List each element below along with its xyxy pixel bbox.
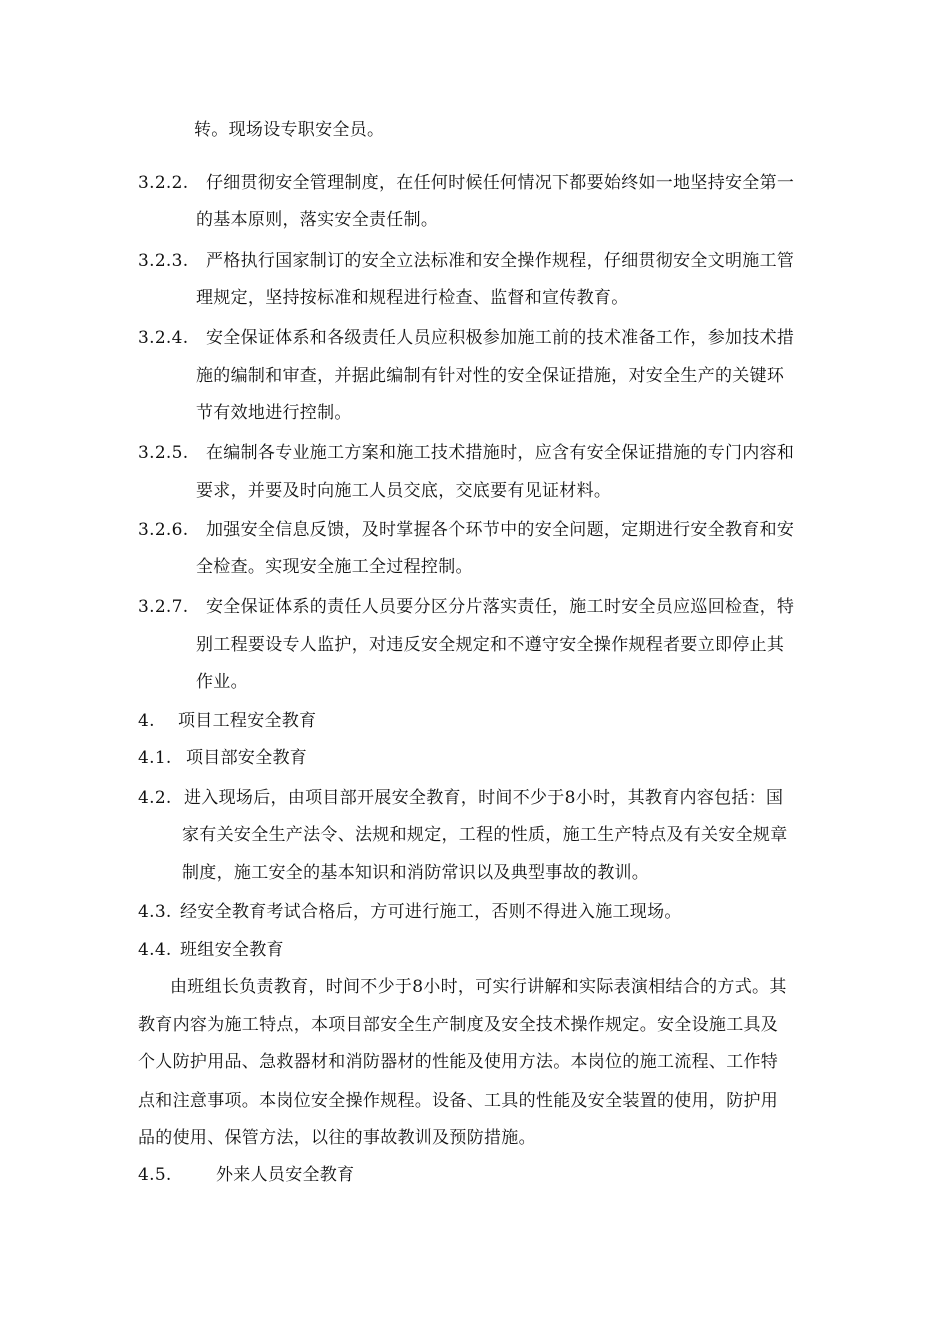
item-3-2-6-line-1: 加强安全信息反馈，及时掌握各个环节中的安全问题，定期进行安全教育和安 [206,520,795,540]
item-number-3-2-4: 3.2.4. [138,328,189,348]
section-number-4: 4. [138,711,155,731]
item-3-2-3-line-2: 理规定，坚持按标准和规程进行检查、监督和宣传教育。 [196,288,629,308]
item-number-4-3: 4.3. [138,902,172,922]
item-4-1-heading: 项目部安全教育 [186,748,308,768]
item-number-4-1: 4.1. [138,748,172,768]
item-3-2-5-line-1: 在编制各专业施工方案和施工技术措施时，应含有安全保证措施的专门内容和 [206,443,795,463]
paragraph-4-4-line-5: 品的使用、保管方法，以往的事故教训及预防措施。 [138,1128,536,1148]
item-3-2-7-line-2: 别工程要设专人监护，对违反安全规定和不遵守安全操作规程者要立即停止其 [196,635,785,655]
item-number-3-2-2: 3.2.2. [138,173,189,193]
item-4-5-heading: 外来人员安全教育 [216,1165,355,1185]
item-number-4-4: 4.4. [138,940,172,960]
item-4-3-text: 经安全教育考试合格后，方可进行施工，否则不得进入施工现场。 [180,902,682,922]
item-number-3-2-5: 3.2.5. [138,443,189,463]
item-4-2-line-1: 进入现场后，由项目部开展安全教育，时间不少于8小时，其教育内容包括：国 [184,788,784,808]
paragraph-4-4-line-1: 由班组长负责教育，时间不少于8小时，可实行讲解和实际表演相结合的方式。其 [170,977,787,997]
item-3-2-1-continuation: 转。现场设专职安全员。 [194,120,385,140]
item-3-2-5-line-2: 要求，并要及时向施工人员交底，交底要有见证材料。 [196,481,612,501]
item-3-2-4-line-3: 节有效地进行控制。 [196,403,352,423]
item-3-2-2-line-2: 的基本原则，落实安全责任制。 [196,210,439,230]
item-number-3-2-6: 3.2.6. [138,520,189,540]
item-number-3-2-3: 3.2.3. [138,251,189,271]
item-number-3-2-7: 3.2.7. [138,597,189,617]
item-4-4-heading: 班组安全教育 [180,940,284,960]
item-3-2-4-line-1: 安全保证体系和各级责任人员应积极参加施工前的技术准备工作，参加技术措 [206,328,795,348]
item-3-2-6-line-2: 全检查。实现安全施工全过程控制。 [196,557,473,577]
item-3-2-7-line-3: 作业。 [196,672,248,692]
item-4-2-line-2: 家有关安全生产法令、法规和规定，工程的性质，施工生产特点及有关安全规章 [182,825,788,845]
paragraph-4-4-line-3: 个人防护用品、急救器材和消防器材的性能及使用方法。本岗位的施工流程、工作特 [138,1052,779,1072]
item-3-2-3-line-1: 严格执行国家制订的安全立法标准和安全操作规程，仔细贯彻安全文明施工管 [206,251,795,271]
item-number-4-5: 4.5. [138,1165,172,1185]
item-3-2-7-line-1: 安全保证体系的责任人员要分区分片落实责任，施工时安全员应巡回检查，特 [206,597,795,617]
item-number-4-2: 4.2. [138,788,172,808]
paragraph-4-4-line-4: 点和注意事项。本岗位安全操作规程。设备、工具的性能及安全装置的使用，防护用 [138,1091,779,1111]
section-title-4: 项目工程安全教育 [178,711,317,731]
paragraph-4-4-line-2: 教育内容为施工特点，本项目部安全生产制度及安全技术操作规定。安全设施工具及 [138,1015,779,1035]
item-3-2-4-line-2: 施的编制和审查，并据此编制有针对性的安全保证措施，对安全生产的关键环 [196,366,785,386]
item-3-2-2-line-1: 仔细贯彻安全管理制度，在任何时候任何情况下都要始终如一地坚持安全第一 [206,173,795,193]
item-4-2-line-3: 制度，施工安全的基本知识和消防常识以及典型事故的教训。 [182,863,650,883]
